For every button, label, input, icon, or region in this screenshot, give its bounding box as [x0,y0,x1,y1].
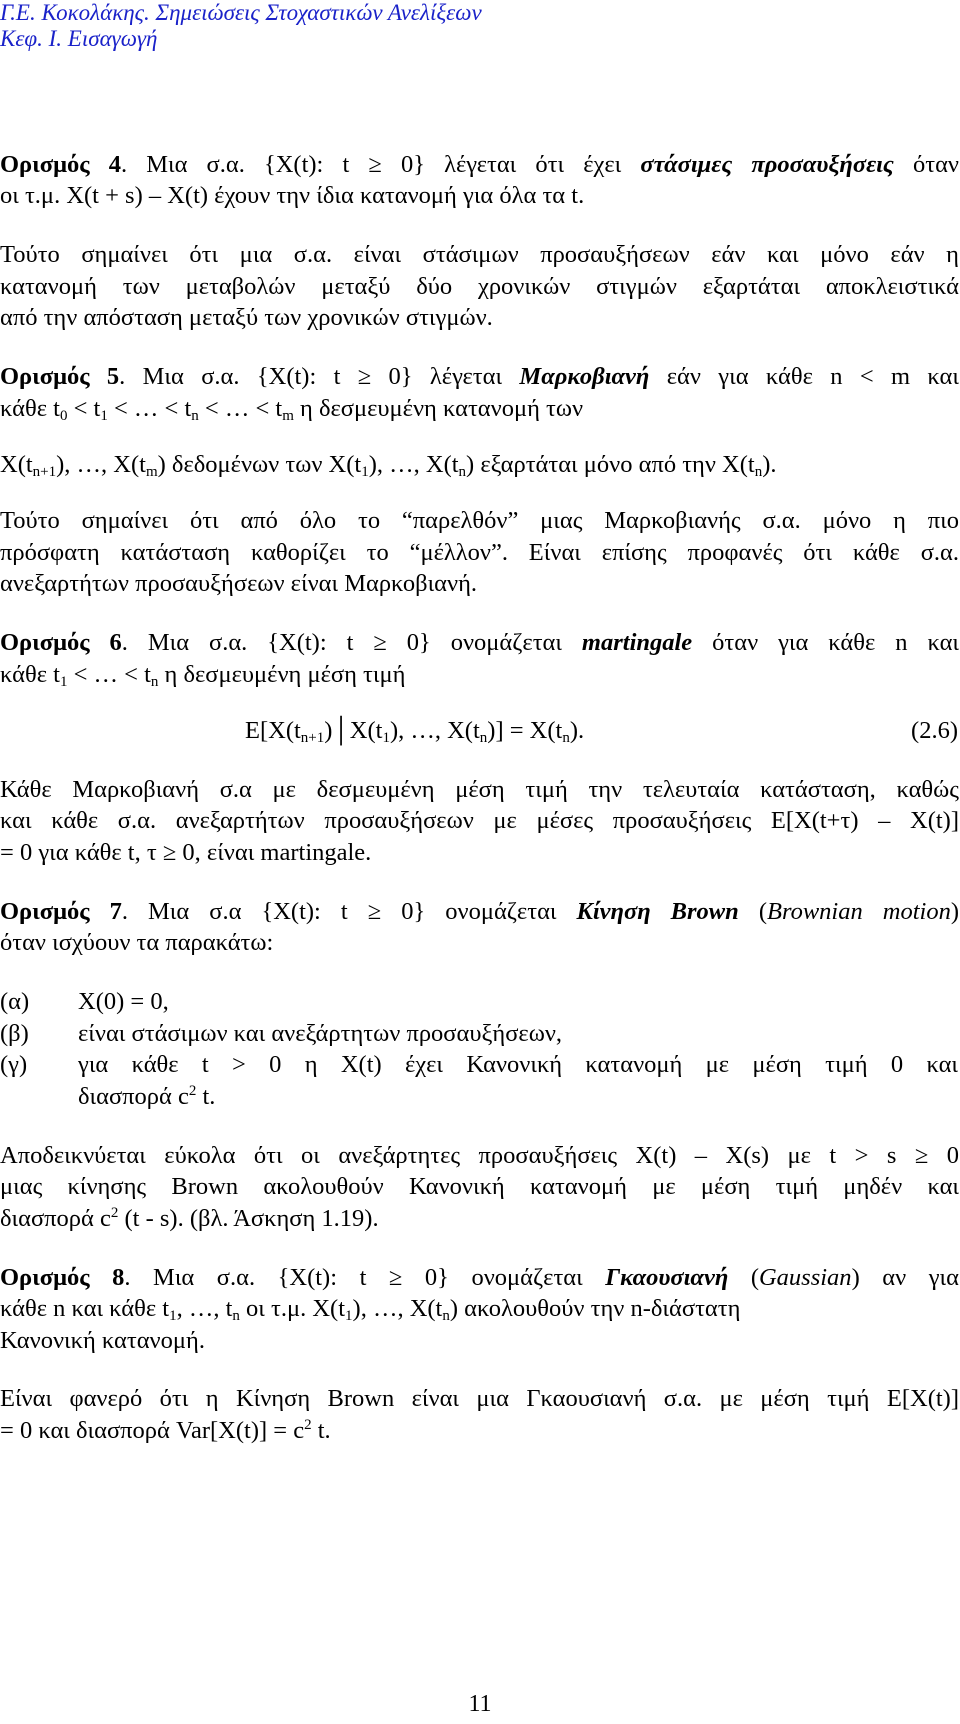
definition-5-title: Ορισμός 5 [0,363,120,390]
definition-7-title: Ορισμός 7 [0,898,122,925]
definition-8-term: Γκαουσιανή [605,1264,729,1291]
definition-5-term: Μαρκοβιανή [519,363,650,390]
definition-5-text-end: εάν για κάθε n < m και [649,363,959,390]
paragraph-2-line-2: πρόσφατη κατάσταση καθορίζει το “μέλλον”. Είναι επίσης προφανές ότι κάθε σ.α. [0,539,959,566]
definition-4-term: στάσιμες προσαυξήσεις [640,151,894,178]
definition-4-text: . Μια σ.α. {X(t): t ≥ 0} λέγεται ότι έχει [120,151,641,178]
definition-6-text-end: όταν για κάθε n και [692,629,959,656]
definition-5-text: . Μια σ.α. {X(t): t ≥ 0} λέγεται [119,363,520,390]
definition-6-text: . Μια σ.α. {X(t): t ≥ 0} ονομάζεται [121,629,582,656]
definition-4-title: Ορισμός 4 [0,151,121,178]
definition-5-line-1 [0,362,959,392]
paragraph-3-line-1: Κάθε Μαρκοβιανή σ.α με δεσμευμένη μέση τιμή την τελευταία κατάσταση, καθώς [0,776,959,803]
definition-4-line-2: οι τ.μ. X(t + s) – X(t) έχουν την ίδια κατανομή για όλα τα t. [0,182,585,209]
definition-5-line-2: κάθε $t_0 < t_1$ < … < $t_n$ < … < $t_m$ η δεσμευμένη κατανομή των [0,395,584,424]
definition-6-line-1 [0,628,959,658]
equation-number: (2.6) [911,717,958,744]
definition-6-term: martingale [581,629,693,656]
paragraph-1-line-1: Τούτο σημαίνει ότι μια σ.α. είναι στάσιμων προσαυξήσεων εάν και μόνο εάν η [0,241,959,268]
running-header-title: Γ.Ε. Κοκολάκης. Σημειώσεις Στοχαστικών Ανελίξεων [0,0,482,25]
paragraph-5-line-2: = 0 και διασπορά $Var[X(t)] = c^2$ t. [0,1417,331,1444]
definition-8-text: . Μια σ.α. {X(t): t ≥ 0} ονομάζεται [124,1264,606,1291]
list-label: (β) [0,1020,29,1047]
definition-8-english-term: Gaussian [758,1264,852,1291]
paragraph-4-line-1: Αποδεικνύεται εύκολα ότι οι ανεξάρτητες προσαυξήσεις X(t) – X(s) με t > s ≥ 0 [0,1142,959,1169]
definition-8-line-1: Ορισμός 8. Μια σ.α. {X(t): t ≥ 0} ονομάζεται Γκαουσιανή (Gaussian) αν για [0,1264,959,1291]
definition-4-line-1 [0,150,959,180]
list-text: X(0) = 0, [78,988,169,1015]
paragraph-2-line-1: Τούτο σημαίνει ότι από όλο το “παρελθόν” μιας Μαρκοβιανής σ.α. μόνο η πιο [0,507,959,534]
definition-7-line-1: Ορισμός 7. Μια σ.α {X(t): t ≥ 0} ονομάζεται Κίνηση Brown (Brownian motion) [0,898,959,925]
definition-6-line-2: κάθε $t_1$ < … < $t_n$ η δεσμευμένη μέση τιμή [0,661,406,690]
list-label: (α) [0,988,30,1015]
definition-7-english-term: Brownian motion [766,898,951,925]
page-number: 11 [468,1691,492,1717]
list-label: (γ) [0,1051,28,1078]
definition-7-term: Κίνηση Brown [576,898,739,925]
paragraph-3-line-3: = 0 για κάθε t, τ ≥ 0, είναι martingale. [0,839,372,866]
definition-8-line-2: κάθε n και κάθε $t_1$, …, $t_n$ οι τ.μ. $X(t_1)$, …, $X(t_n)$ ακολουθούν την n-διάστατη [0,1295,741,1324]
paragraph-2-line-3: ανεξαρτήτων προσαυξήσεων είναι Μαρκοβιανή. [0,570,478,597]
list-text: για κάθε t > 0 η X(t) έχει Κανονική κατανομή με μέση τιμή 0 και [78,1051,958,1078]
paragraph-1-line-3: από την απόσταση μεταξύ των χρονικών στιγμών. [0,304,493,331]
list-text: είναι στάσιμων και ανεξάρτητων προσαυξήσεων, [78,1020,563,1047]
definition-7-text: . Μια σ.α {X(t): t ≥ 0} ονομάζεται [121,898,577,925]
definition-8-line-3: Κανονική κατανομή. [0,1327,205,1354]
paragraph-5-line-1: Είναι φανερό ότι η Κίνηση Brown είναι μια Γκαουσιανή σ.α. με μέση τιμή E[X(t)] [0,1385,959,1412]
definition-6-title: Ορισμός 6 [0,629,122,656]
running-header-chapter: Κεφ. Ι. Εισαγωγή [0,26,158,51]
paragraph-3-line-2: και κάθε σ.α. ανεξαρτήτων προσαυξήσεων με μέσες προσαυξήσεις E[X(t+τ) – X(t)] [0,807,959,834]
paragraph-4-line-3: διασπορά $c^2$ (t - s). (βλ. Άσκηση 1.19). [0,1205,379,1232]
definition-7-line-2: όταν ισχύουν τα παρακάτω: [0,929,274,956]
definition-5-line-3: $X(t_{n+1})$, …, $X(t_m)$ δεδομένων των $X(t_1)$, …, $X(t_n)$ εξαρτάται μόνο από την $X(t_n)$. [0,451,777,480]
definition-8-title: Ορισμός 8 [0,1264,125,1291]
paragraph-4-line-2: μιας κίνησης Brown ακολουθούν Κανονική κατανομή με μέση τιμή μηδέν και [0,1173,959,1200]
definition-4-text-end: όταν [893,151,959,178]
paragraph-1-line-2: κατανομή των μεταβολών μεταξύ δύο χρονικών στιγμών εξαρτάται αποκλειστικά [0,273,959,300]
